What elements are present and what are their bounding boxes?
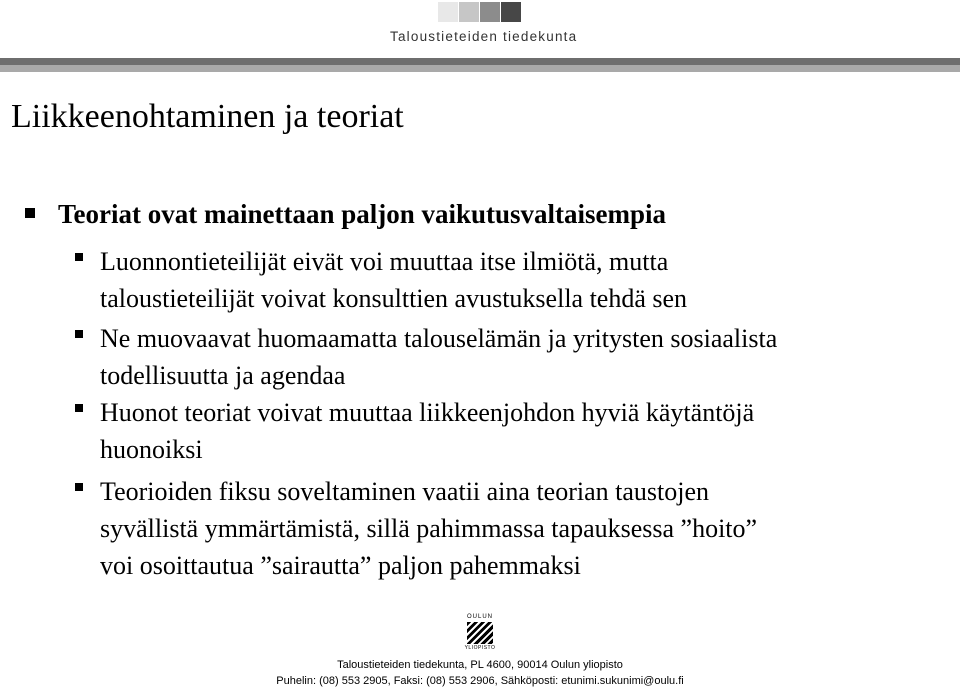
sub-bullet-4-line-1: Teorioiden fiksu soveltaminen vaatii aina teorian taustojen [100,477,709,506]
header-square-2 [459,2,479,22]
sub-bullet-3-line-2: huonoiksi [100,435,203,464]
sub-bullet-1-line-1: Luonnontieteilijät eivät voi muuttaa itse ilmiötä, mutta [100,247,669,276]
university-logo [462,614,498,654]
sub-bullet-2-text [100,320,777,394]
header-square-4 [501,2,521,22]
sub-bullet-3-line-1: Huonot teoriat voivat muuttaa liikkeenjohdon hyviä käytäntöjä [100,398,755,427]
bullet-square-icon [75,330,83,338]
logo-bottom-text: YLIOPISTO [464,645,496,651]
sub-bullet-1-line-2: taloustieteilijät voivat konsulttien avustuksella tehdä sen [100,284,688,313]
sub-bullet-2-line-1: Ne muovaavat huomaamatta talouselämän ja yritysten sosiaalista [100,324,778,353]
header-square-3 [480,2,500,22]
sub-bullet-3-text [100,394,754,468]
bullet-square-icon [75,483,83,491]
logo-top-text: OULUN [466,614,493,620]
slide-title: Liikkeenohtaminen ja teoriat [11,98,404,135]
sub-bullet-1-text [100,243,687,317]
sub-bullet-2-line-2: todellisuutta ja agendaa [100,361,346,390]
faculty-header: Taloustieteiden tiedekunta [390,29,578,44]
sub-bullet-4-line-3: voi osoittautua ”sairautta” paljon pahemmaksi [100,551,581,580]
header-band [0,58,960,72]
header-squares [438,2,522,22]
footer-contact: Puhelin: (08) 553 2905, Faksi: (08) 553 2906, Sähköposti: etunimi.sukunimi@oulu.fi [276,675,684,687]
logo-emblem-icon [467,622,493,644]
footer-address: Taloustieteiden tiedekunta, PL 4600, 90014 Oulun yliopisto [337,659,623,671]
header-square-1 [438,2,458,22]
sub-bullet-4-text [100,473,757,584]
main-bullet-text: Teoriat ovat mainettaan paljon vaikutusvaltaisempia [58,199,667,229]
bullet-square-icon [75,253,83,261]
bullet-square-icon [25,208,35,218]
bullet-square-icon [75,404,83,412]
sub-bullet-4-line-2: syvällistä ymmärtämistä, sillä pahimmassa tapauksessa ”hoito” [100,514,758,543]
